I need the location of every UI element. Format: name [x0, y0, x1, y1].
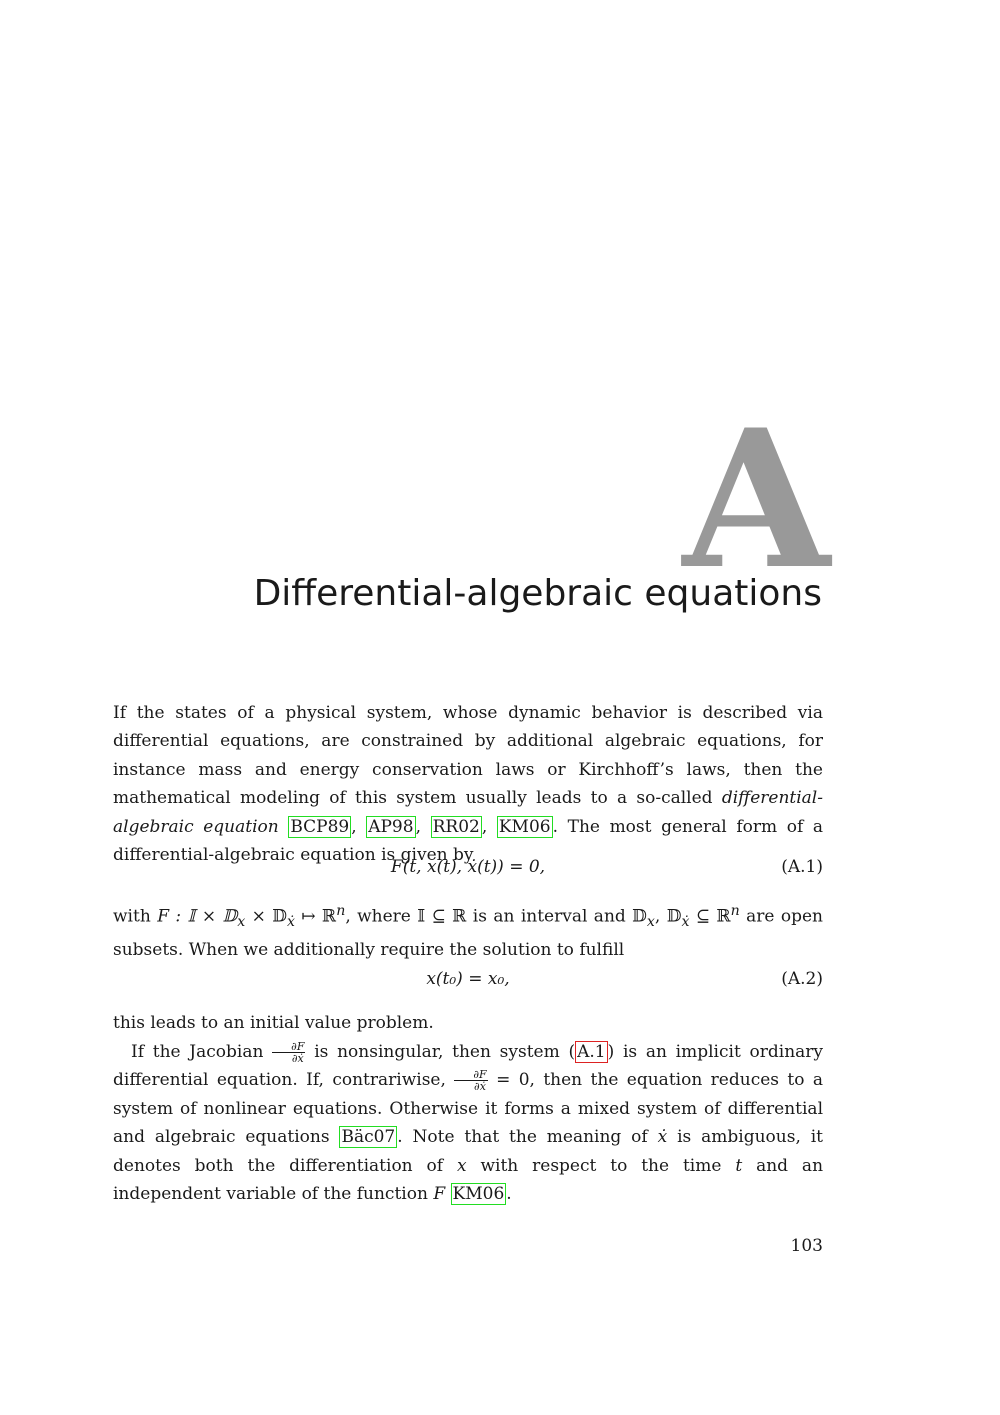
- paragraph-intro: If the states of a physical system, whose dynamic behavior is described via differential equations, are constrained by additional algebraic equations, for instance mass and energy conservation laws or Kirchhoff’s laws, then the mathematical modeling of this system usually leads to a so-called differential-algebraic equation BCP89 , AP98 , RR02 , KM06 . The most general form of a differential-algebraic equation is given by: [113, 703, 823, 866]
- equation-reference[interactable]: A.1: [577, 1042, 606, 1062]
- jacobian-fraction: $\frac{\partial F}{\text{∂ẋ}}$: [454, 1069, 487, 1092]
- paragraph-ivp: this leads to an initial value problem.: [113, 1013, 434, 1033]
- equation-body: x(t₀) = x₀,: [426, 969, 510, 989]
- jacobian-fraction: $\frac{\partial F}{\text{∂ẋ}}$: [272, 1041, 305, 1064]
- equation-body: F(t, x(t), ẋ(t)) = 0,: [390, 857, 546, 877]
- chapter-letter: A: [682, 388, 830, 611]
- citation-link[interactable]: Bäc07: [341, 1127, 396, 1148]
- citation-link[interactable]: RR02: [432, 816, 480, 837]
- equation-A2: [113, 967, 823, 997]
- emphasis-term: differential-algebraic equation: [113, 788, 823, 837]
- equation-number: (A.2): [781, 969, 823, 989]
- equation-number: (A.1): [781, 857, 823, 877]
- citation-link[interactable]: KM06: [452, 1184, 505, 1205]
- citation-link[interactable]: KM06: [498, 816, 551, 837]
- chapter-title: Differential-algebraic equations: [253, 573, 822, 614]
- citation-link[interactable]: BCP89: [290, 816, 350, 837]
- paragraph-definition: with F : 𝕀 × 𝔻$_x$ × 𝔻$_ẋ$ ↦ ℝ$^n$, where 𝕀 ⊆ ℝ is an interval and 𝔻$_x$, 𝔻$_ẋ$ ⊆ ℝ$^n$ are open subsets. When we additionally require the solution to fulfill: [113, 903, 823, 961]
- page-number: 103: [790, 1236, 823, 1256]
- paragraph-jacobian: If the Jacobian $\frac{\partial F}{\text{∂ẋ}}$ is nonsingular, then system ( A.1 ) is an implicit ordinary differential equation. If, contrariwise, $\frac{\partial F}{\text{∂ẋ}}$ = 0, then the equation reduces to a system of nonlinear equations. Otherwise it forms a mixed system of differential and algebraic equations Bäc07 . Note that the meaning of ẋ is ambiguous, it denotes both the differentiation of x with respect to the time t and an independent variable of the function F KM06 .: [113, 1040, 824, 1205]
- equation-A1: [113, 855, 823, 885]
- citation-link[interactable]: AP98: [368, 816, 414, 837]
